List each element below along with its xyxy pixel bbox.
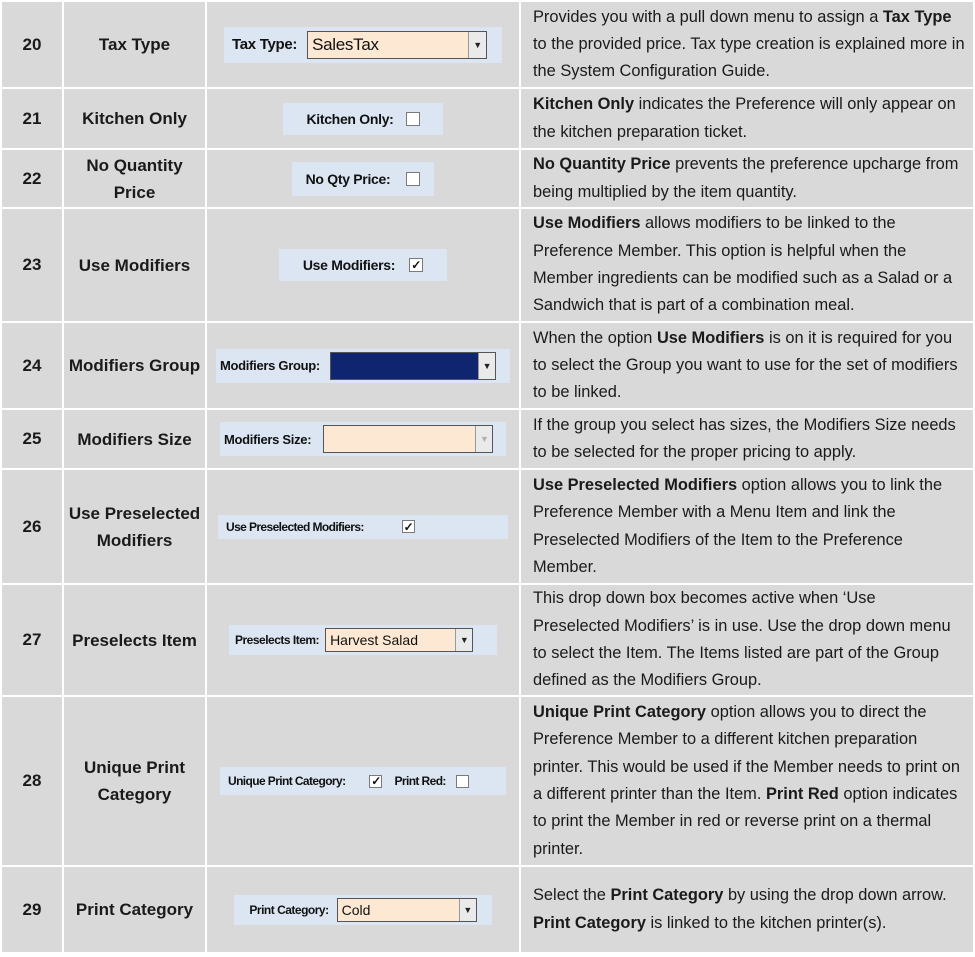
description: Unique Print Category option allows you to direct the Preference Member to a different kitchen preparation printer. This would be used if the Member needs to print on a different printer than the Item. Print Red option indicates to print the Member in red or reverse print on a thermal printer. [520, 696, 974, 866]
row-number: 28 [1, 696, 63, 866]
description: No Quantity Price prevents the preference upcharge from being multiplied by the item quantity. [520, 149, 974, 208]
field-name: No Quantity Price [63, 149, 206, 208]
description: Select the Print Category by using the drop down arrow. Print Category is linked to the kitchen printer(s). [520, 866, 974, 953]
field-name: Use Preselected Modifiers [63, 469, 206, 584]
print-category-widget [234, 895, 492, 925]
description: Use Preselected Modifiers option allows you to link the Preference Member with a Menu Item and link the Preselected Modifiers of the Item to the Preference Member. [520, 469, 974, 584]
preselects-item-label: Preselects Item: [235, 633, 320, 647]
chevron-down-icon[interactable]: ▼ [459, 899, 476, 921]
row-number: 29 [1, 866, 63, 953]
unique-print-category-checkbox[interactable] [369, 775, 382, 788]
field-name: Modifiers Size [63, 409, 206, 469]
widget-screenshot [206, 208, 520, 322]
use-preselected-modifiers-label: Use Preselected Modifiers: [226, 519, 364, 534]
field-name: Use Modifiers [63, 208, 206, 322]
modifiers-size-label: Modifiers Size: [224, 431, 312, 447]
widget-screenshot [206, 409, 520, 469]
description: Use Modifiers allows modifiers to be linked to the Preference Member. This option is helpful when the Member ingredients can be modified such as a Salad or a Sandwich that is part of a combination meal. [520, 208, 974, 322]
no-qty-price-widget [292, 162, 434, 196]
modifiers-size-value [324, 426, 475, 452]
tax-type-widget [224, 27, 502, 63]
preselects-item-value: Harvest Salad [330, 632, 418, 648]
field-name: Print Category [63, 866, 206, 953]
chevron-down-icon[interactable]: ▼ [478, 353, 495, 379]
modifiers-size-dropdown[interactable] [323, 425, 493, 453]
table-row [1, 88, 974, 149]
modifiers-group-label: Modifiers Group: [220, 358, 320, 373]
field-name: Modifiers Group [63, 322, 206, 409]
widget-screenshot [206, 469, 520, 584]
modifiers-group-widget [216, 349, 510, 383]
check-icon: ✓ [411, 258, 421, 272]
table-row [1, 208, 974, 322]
table-row [1, 469, 974, 584]
kitchen-only-widget [283, 103, 443, 135]
chevron-down-icon[interactable]: ▼ [468, 32, 486, 58]
description: If the group you select has sizes, the Modifiers Size needs to be selected for the proper pricing to apply. [520, 409, 974, 469]
kitchen-only-checkbox[interactable] [406, 112, 420, 126]
row-number: 26 [1, 469, 63, 584]
use-preselected-modifiers-checkbox[interactable] [402, 520, 415, 533]
preselects-item-dropdown[interactable] [325, 628, 473, 652]
print-category-dropdown[interactable] [337, 898, 477, 922]
print-red-label: Print Red: [394, 774, 446, 788]
widget-screenshot [206, 322, 520, 409]
check-icon: ✓ [371, 774, 381, 788]
use-modifiers-widget [279, 249, 447, 281]
table-row [1, 149, 974, 208]
use-modifiers-label: Use Modifiers: [302, 257, 396, 273]
kitchen-only-label: Kitchen Only: [306, 110, 394, 127]
unique-print-category-label: Unique Print Category: [228, 774, 346, 788]
tax-type-value: SalesTax [312, 34, 379, 54]
use-preselected-modifiers-widget [218, 515, 508, 539]
widget-screenshot [206, 88, 520, 149]
print-category-value: Cold [341, 901, 371, 918]
description: Provides you with a pull down menu to assign a Tax Type to the provided price. Tax type creation is explained more in the System Configuration Guide. [520, 1, 974, 88]
chevron-down-icon[interactable]: ▼ [455, 629, 472, 651]
table-row [1, 584, 974, 696]
field-name: Tax Type [63, 1, 206, 88]
table-row [1, 866, 974, 953]
no-qty-price-label: No Qty Price: [305, 170, 391, 187]
row-number: 25 [1, 409, 63, 469]
check-icon: ✓ [403, 519, 414, 534]
widget-screenshot [206, 1, 520, 88]
widget-screenshot [206, 584, 520, 696]
widget-screenshot [206, 149, 520, 208]
row-number: 24 [1, 322, 63, 409]
description: Kitchen Only indicates the Preference will only appear on the kitchen preparation ticket. [520, 88, 974, 149]
field-name: Unique Print Category [63, 696, 206, 866]
modifiers-size-widget [220, 422, 506, 456]
unique-print-category-widget [220, 767, 506, 795]
chevron-down-icon[interactable]: ▼ [475, 426, 492, 452]
tax-type-label: Tax Type: [232, 36, 298, 53]
table-row [1, 1, 974, 88]
widget-screenshot [206, 696, 520, 866]
tax-type-dropdown[interactable] [307, 31, 487, 59]
modifiers-group-value [331, 353, 478, 379]
table-row [1, 322, 974, 409]
no-qty-price-checkbox[interactable] [406, 172, 420, 186]
row-number: 20 [1, 1, 63, 88]
table-row [1, 409, 974, 469]
table-row [1, 696, 974, 866]
row-number: 27 [1, 584, 63, 696]
widget-screenshot [206, 866, 520, 953]
preselects-item-widget [229, 625, 497, 655]
description: When the option Use Modifiers is on it is required for you to select the Group you want to use for the set of modifiers to be linked. [520, 322, 974, 409]
modifiers-group-dropdown[interactable] [330, 352, 496, 380]
print-red-checkbox[interactable] [456, 775, 469, 788]
description: This drop down box becomes active when ‘Use Preselected Modifiers’ is in use. Use the drop down menu to select the Item. The Items listed are part of the Group defined as the Modifiers Group. [520, 584, 974, 696]
field-name: Kitchen Only [63, 88, 206, 149]
row-number: 21 [1, 88, 63, 149]
field-name: Preselects Item [63, 584, 206, 696]
print-category-label: Print Category: [249, 902, 329, 917]
use-modifiers-checkbox[interactable] [409, 258, 423, 272]
row-number: 23 [1, 208, 63, 322]
row-number: 22 [1, 149, 63, 208]
